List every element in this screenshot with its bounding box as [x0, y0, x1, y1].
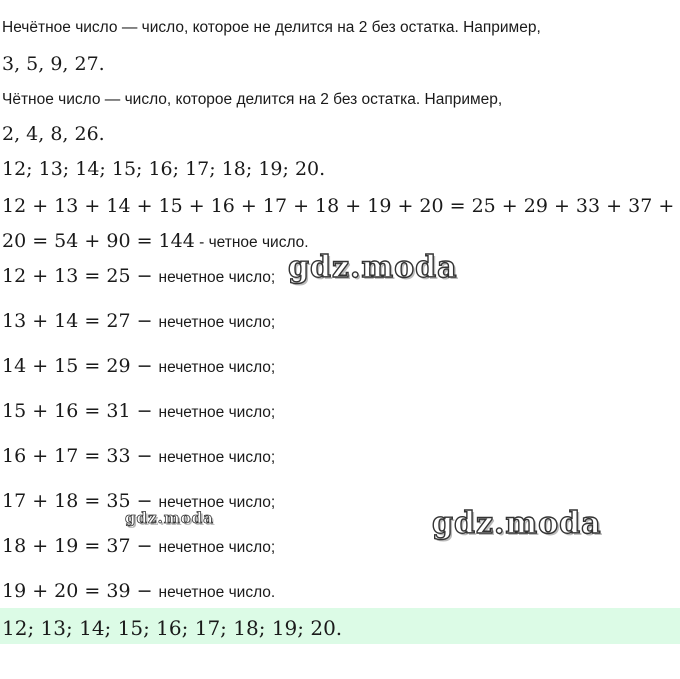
odd-definition: Нечётное число — число, которое не делится на 2 без остатка. Например,	[2, 19, 541, 36]
pair-row	[2, 355, 275, 377]
watermark: gdz.moda	[432, 506, 602, 541]
pair-label: нечетное число.	[158, 584, 276, 601]
pair-label: нечетное число;	[158, 449, 276, 466]
pair-label: нечетное число;	[158, 494, 276, 511]
watermark: gdz.moda	[125, 509, 214, 527]
even-definition: Чётное число — число, которое делится на 2 без остатка. Например,	[2, 91, 503, 108]
even-examples: 2, 4, 8, 26.	[2, 123, 105, 145]
pair-expression: 12 + 13 = 25 −	[2, 265, 159, 287]
pair-expression: 14 + 15 = 29 −	[2, 355, 159, 377]
number-sequence: 12; 13; 14; 15; 16; 17; 18; 19; 20.	[2, 158, 326, 180]
pair-row	[2, 400, 275, 422]
pair-row	[2, 445, 275, 467]
pair-expression: 17 + 18 = 35 −	[2, 490, 159, 512]
pair-expression: 16 + 17 = 33 −	[2, 445, 159, 467]
pair-expression: 19 + 20 = 39 −	[2, 580, 159, 602]
pair-expression: 15 + 16 = 31 −	[2, 400, 159, 422]
pair-label: нечетное число;	[158, 359, 276, 376]
watermark: gdz.moda	[288, 250, 458, 285]
sum-line-2-text: - четное число.	[194, 234, 309, 251]
pair-label: нечетное число;	[158, 539, 276, 556]
pair-row	[2, 310, 275, 332]
sum-line-2	[2, 230, 309, 252]
sum-line-1: 12 + 13 + 14 + 15 + 16 + 17 + 18 + 19 + 20 = 25 + 29 + 33 + 37 +	[2, 195, 675, 217]
answer-line: 12; 13; 14; 15; 16; 17; 18; 19; 20.	[2, 616, 343, 640]
pair-row	[2, 265, 275, 287]
sum-line-2-math: 20 = 54 + 90 = 144	[2, 230, 195, 252]
pair-label: нечетное число;	[158, 314, 276, 331]
pair-label: нечетное число;	[158, 404, 276, 421]
pair-row	[2, 535, 275, 557]
pair-expression: 18 + 19 = 37 −	[2, 535, 159, 557]
pair-row	[2, 580, 275, 602]
pair-label: нечетное число;	[158, 269, 276, 286]
odd-examples: 3, 5, 9, 27.	[2, 53, 105, 75]
pair-expression: 13 + 14 = 27 −	[2, 310, 159, 332]
